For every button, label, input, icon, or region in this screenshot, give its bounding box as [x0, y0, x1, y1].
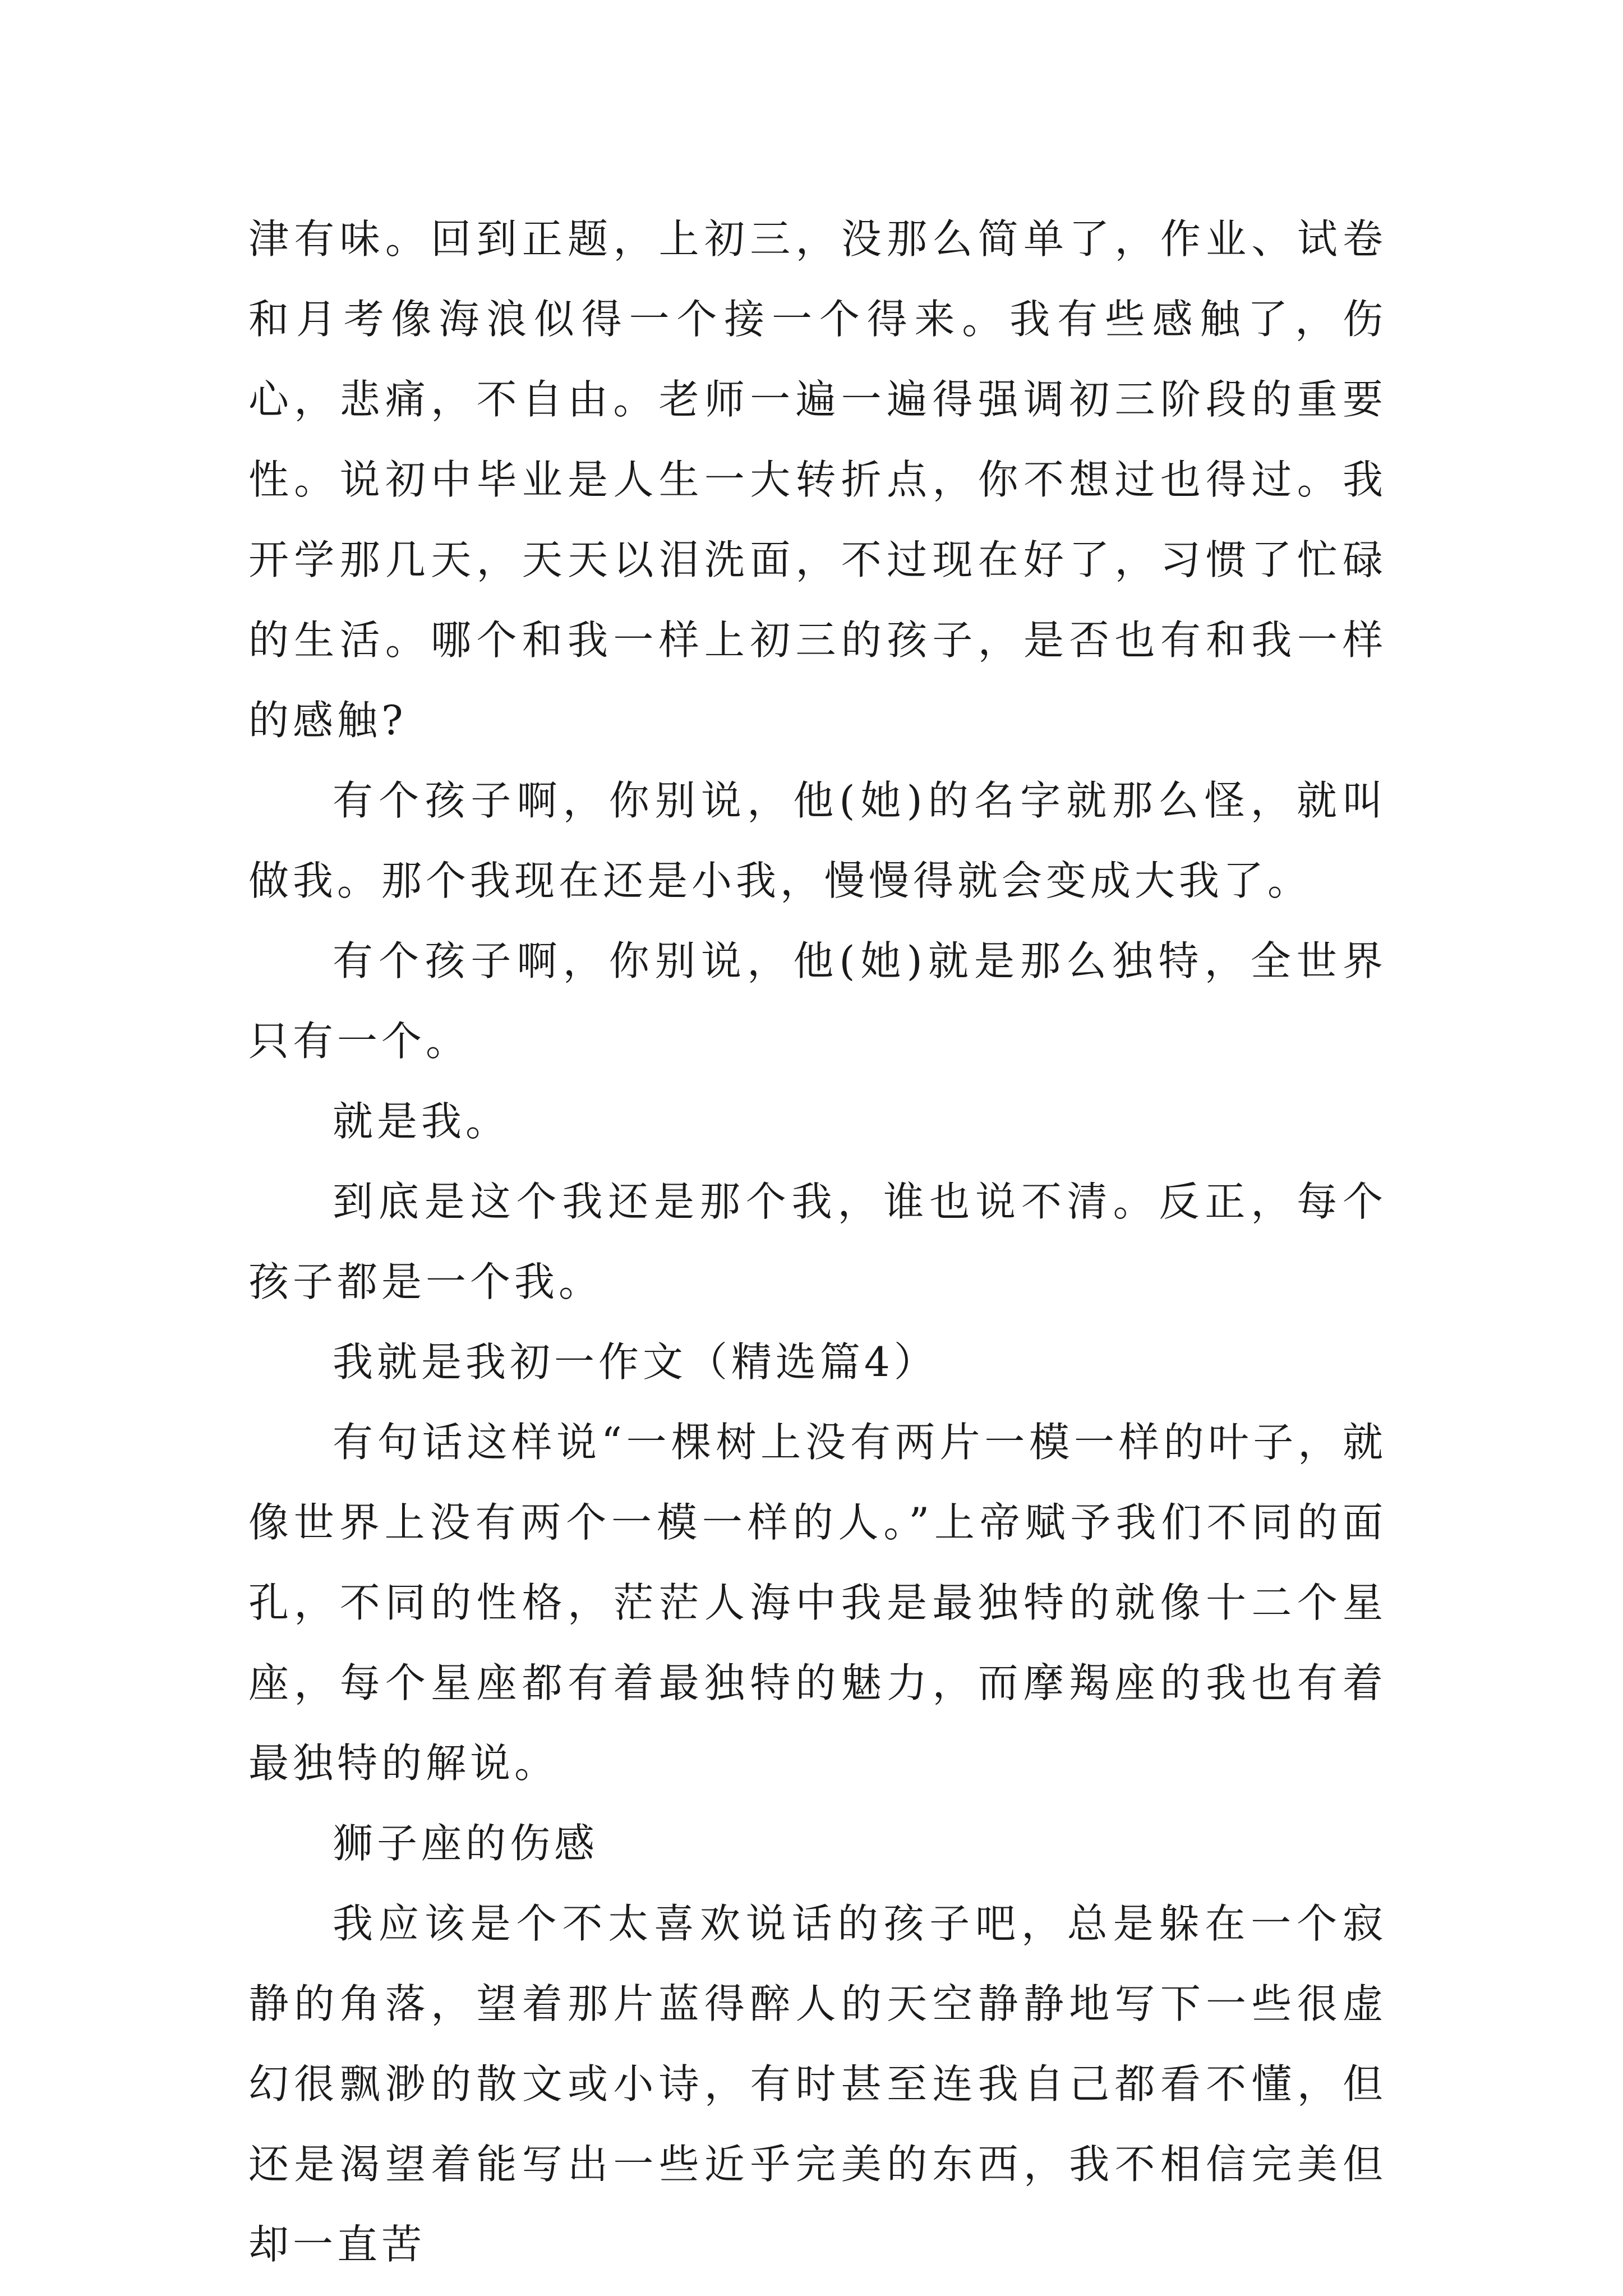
paragraph-5: 到底是这个我还是那个我，谁也说不清。反正，每个孩子都是一个我。 — [248, 1178, 1387, 1305]
paragraph-4: 就是我。 — [333, 1098, 510, 1145]
paragraph-1: 津有味。回到正题，上初三，没那么简单了，作业、试卷和月考像海浪似得一个接一个得来。我有些感触了，伤心，悲痛，不自由。老师一遍一遍得强调初三阶段的重要性。说初中毕业是人生一大转折点，你不想过也得过。我开学那几天，天天以泪洗面，不过现在好了，习惯了忙碌的生活。哪个和我一样上初三的孩子，是否也有和我一样的感触? — [248, 215, 1387, 744]
paragraph-2: 有个孩子啊，你别说，他(她)的名字就那么怪，就叫做我。那个我现在还是小我，慢慢得就会变成大我了。 — [248, 777, 1387, 904]
document-body — [248, 199, 1387, 2285]
subheading-leo: 狮子座的伤感 — [333, 1820, 599, 1867]
paragraph-7: 有句话这样说“一棵树上没有两片一模一样的叶子，就像世界上没有两个一模一样的人。”上帝赋予我们不同的面孔，不同的性格，茫茫人海中我是最独特的就像十二个星座，每个星座都有着最独特的魅力，而摩羯座的我也有着最独特的解说。 — [248, 1419, 1387, 1787]
paragraph-9: 我应该是个不太喜欢说话的孩子吧，总是躲在一个寂静的角落，望着那片蓝得醉人的天空静静地写下一些很虚幻很飘渺的散文或小诗，有时甚至连我自己都看不懂，但还是渴望着能写出一些近乎完美的东西，我不相信完美但却一直苦 — [248, 1900, 1387, 2268]
section-heading-4: 我就是我初一作文（精选篇4） — [333, 1338, 938, 1386]
paragraph-3: 有个孩子啊，你别说，他(她)就是那么独特，全世界只有一个。 — [248, 937, 1387, 1065]
